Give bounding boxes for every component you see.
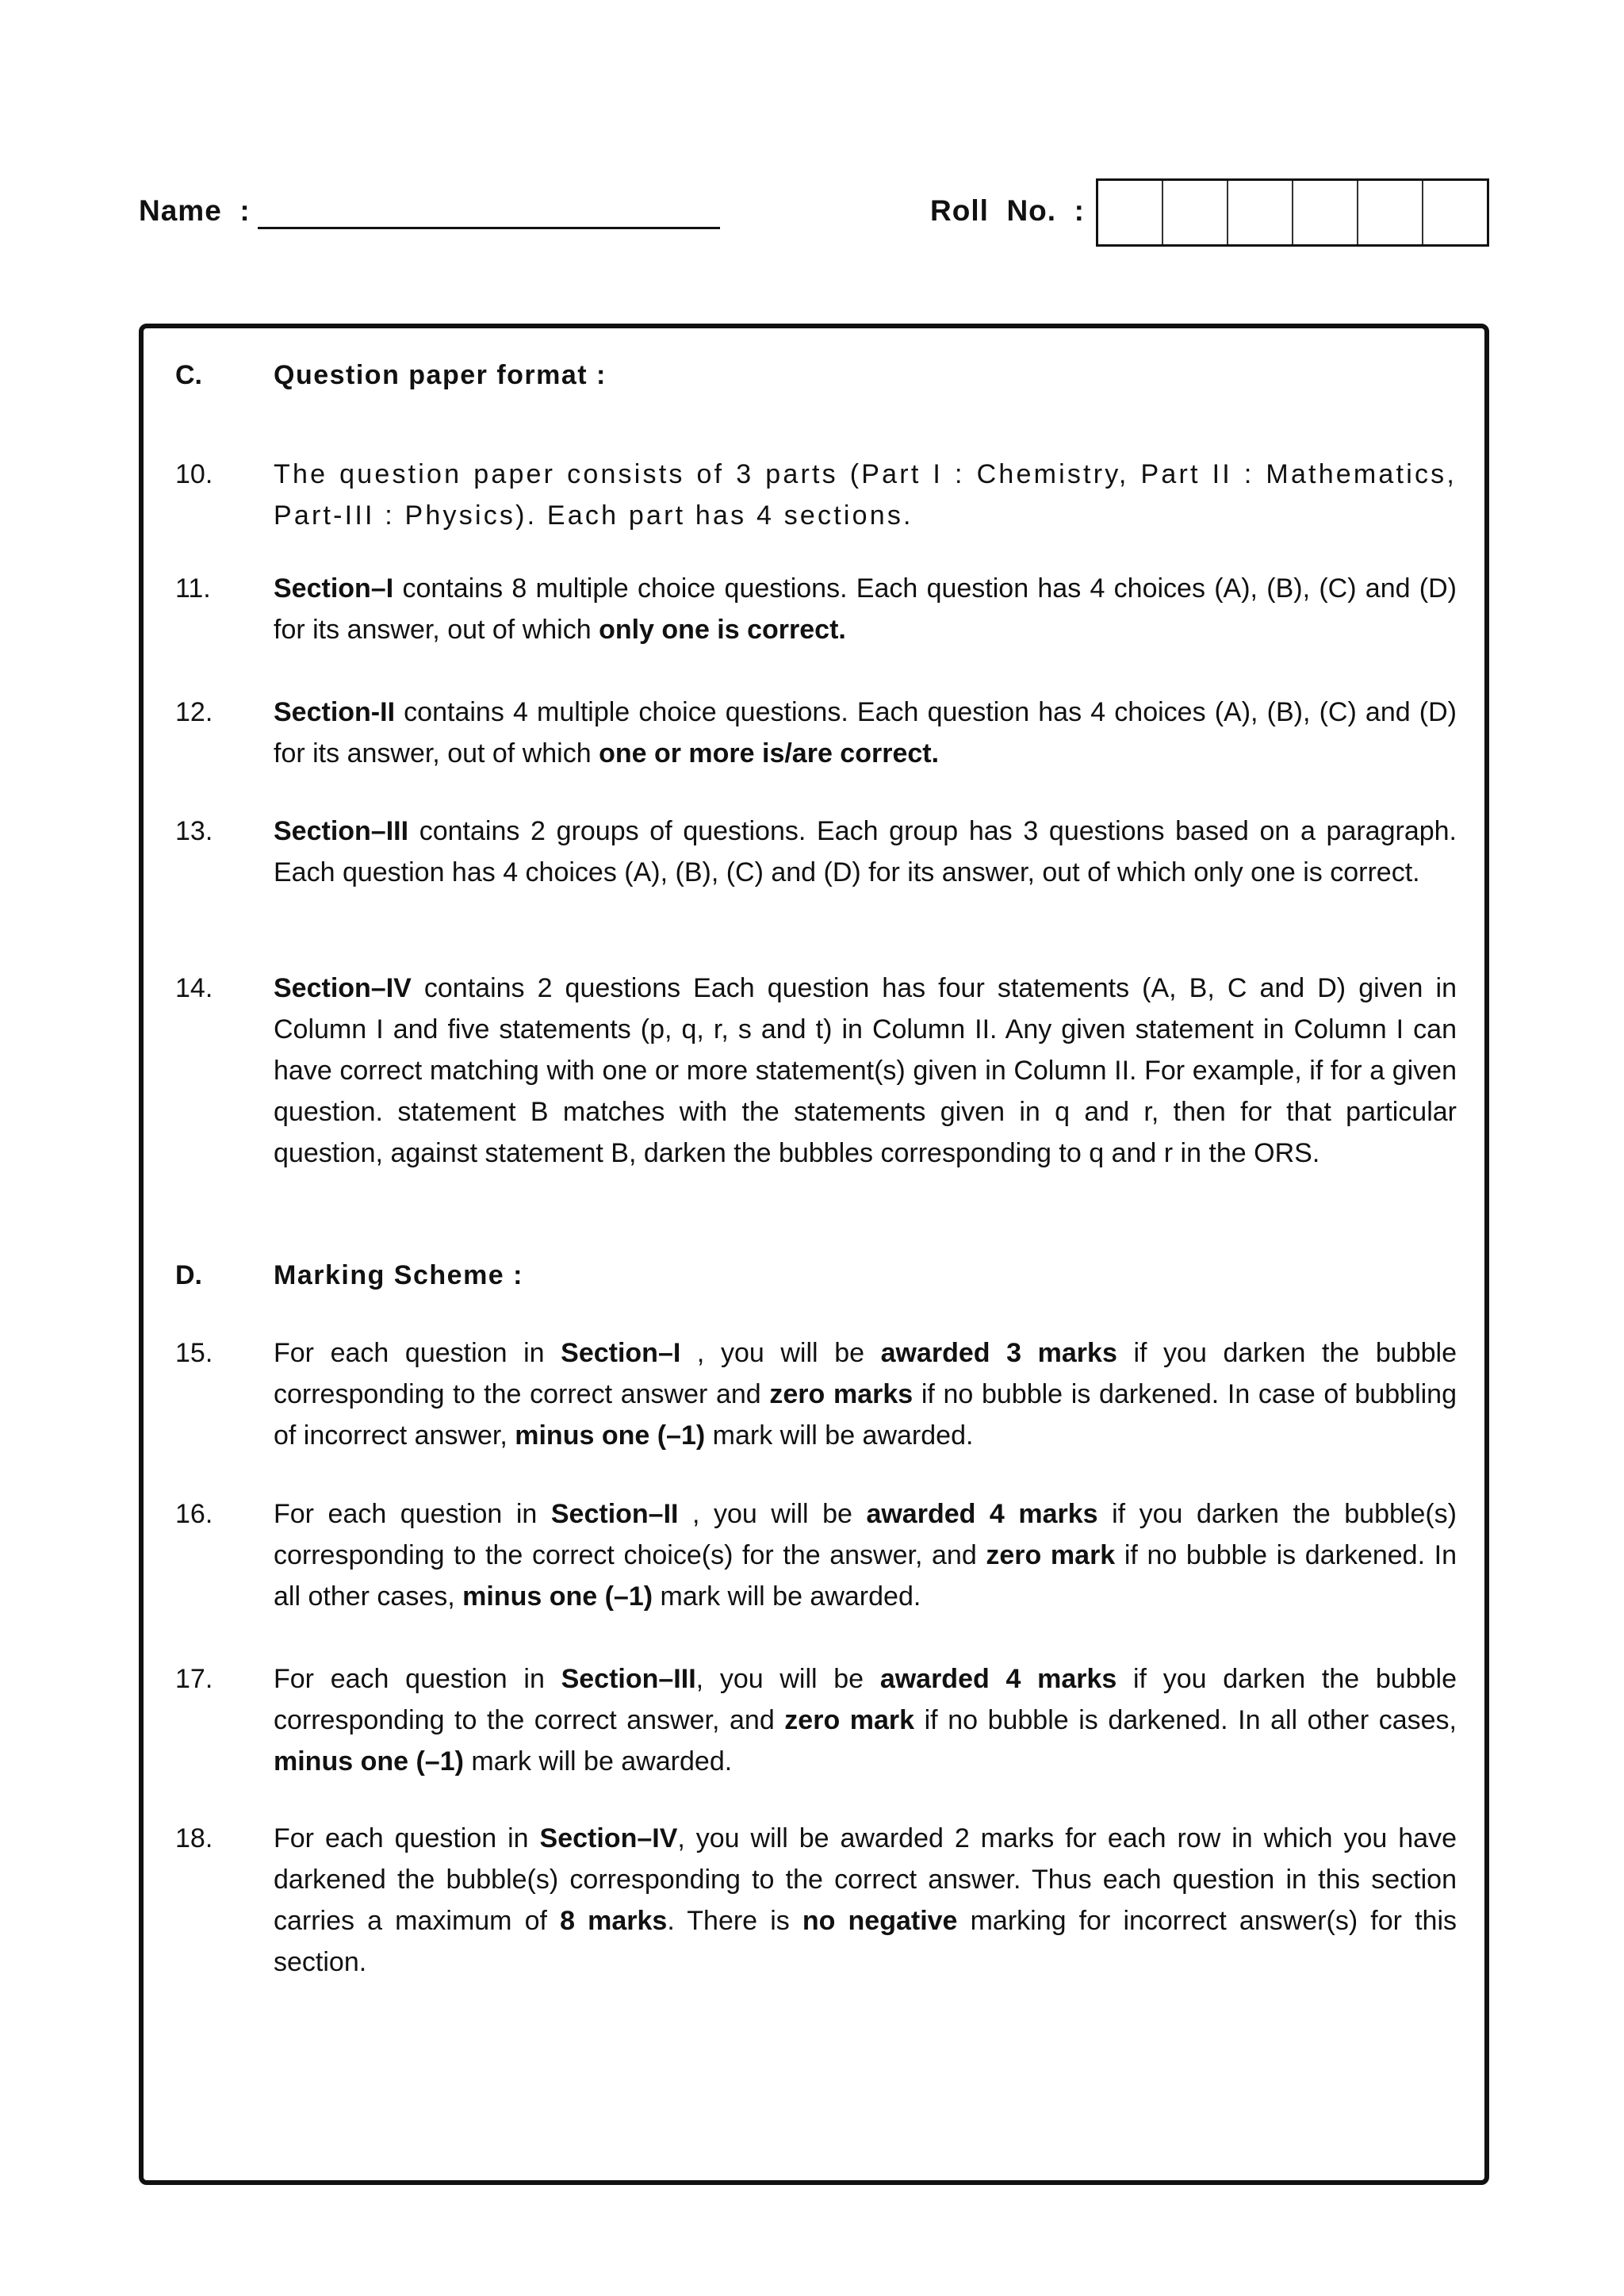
roll-number-box[interactable] — [1098, 181, 1163, 244]
item-number: 10. — [175, 459, 213, 489]
bold-text-run: minus one (–1) — [462, 1581, 653, 1612]
text-run: , you will be — [678, 1499, 867, 1529]
bold-text-run: awarded 4 marks — [866, 1499, 1098, 1529]
text-run: contains 2 questions Each question has four statements (A, B, C and D) given in Column I and five statements (p, q, r, s and t) in Column II. Any given statement in Column I can have correct matching with one or more statement(s) given in Column II. For example, if for a given question. statement B matches with the statements given in q and r, then for that particular question, against statement B, darken the bubbles corresponding to q and r in the ORS. — [274, 973, 1457, 1168]
bold-text-run: 8 marks — [560, 1906, 668, 1936]
text-run: if you darken the bubble corresponding to the correct answer, and — [274, 1664, 1457, 1735]
bold-text-run: only one is correct. — [599, 615, 846, 645]
bold-text-run: minus one (–1) — [515, 1420, 706, 1451]
roll-number-box[interactable] — [1358, 181, 1423, 244]
bold-text-run: awarded 3 marks — [880, 1338, 1117, 1368]
item-number: 18. — [175, 1823, 213, 1853]
text-run: contains 8 multiple choice questions. Each question has 4 choices (A), (B), (C) and (D) for its answer, out of which — [274, 573, 1457, 645]
text-run: , you will be awarded 2 marks for each row in which you have darkened the bubble(s) corresponding to the correct answer. Thus each question in this section carries a maximum of — [274, 1823, 1457, 1936]
text-run: mark will be awarded. — [653, 1581, 921, 1612]
text-run: if no bubble is darkened. In all other cases, — [274, 1540, 1457, 1612]
roll-number-box[interactable] — [1163, 181, 1228, 244]
bold-text-run: no negative — [802, 1906, 958, 1936]
section-title: Marking Scheme : — [274, 1260, 523, 1290]
text-run: . There is — [667, 1906, 802, 1936]
text-run: , you will be — [695, 1664, 880, 1694]
item-text — [274, 1818, 1457, 1983]
text-run: if you darken the bubble(s) corresponding to the correct choice(s) for the answer, and — [274, 1499, 1457, 1570]
text-run: if you darken the bubble corresponding to the correct answer and — [274, 1338, 1457, 1409]
item-number: 16. — [175, 1499, 213, 1529]
section-title: Question paper format : — [274, 360, 607, 390]
text-run: if no bubble is darkened. In all other cases, — [914, 1705, 1457, 1735]
item-number: 14. — [175, 973, 213, 1003]
text-run: For each question in — [274, 1823, 540, 1853]
bold-text-run: one or more is/are correct. — [599, 738, 940, 769]
section-letter: C. — [175, 360, 202, 390]
bold-text-run: Section–IV — [274, 973, 412, 1003]
bold-text-run: zero mark — [784, 1705, 915, 1735]
item-number: 15. — [175, 1338, 213, 1368]
roll-number-box[interactable] — [1228, 181, 1293, 244]
text-run: marking for incorrect answer(s) for this section. — [274, 1906, 1457, 1977]
roll-number-box[interactable] — [1423, 181, 1487, 244]
text-run: For each question in — [274, 1664, 561, 1694]
text-run: contains 2 groups of questions. Each group has 3 questions based on a paragraph. Each question has 4 choices (A), (B), (C) and (D) for its answer, out of which only one is correct. — [274, 816, 1457, 887]
text-run: The question paper consists of 3 parts (Part I : Chemistry, Part II : Mathematics, Part-III : Physics). Each part has 4 sections. — [274, 459, 1457, 531]
bold-text-run: Section–III — [274, 816, 409, 846]
item-text — [274, 454, 1457, 536]
bold-text-run: minus one (–1) — [274, 1746, 464, 1777]
section-letter: D. — [175, 1260, 202, 1290]
text-run: contains 4 multiple choice questions. Each question has 4 choices (A), (B), (C) and (D) for its answer, out of which — [274, 697, 1457, 769]
item-text — [274, 811, 1457, 893]
bold-text-run: Section–I — [561, 1338, 681, 1368]
item-number: 17. — [175, 1664, 213, 1694]
bold-text-run: zero mark — [986, 1540, 1116, 1570]
bold-text-run: Section–IV — [539, 1823, 678, 1853]
roll-number-box[interactable] — [1293, 181, 1358, 244]
bold-text-run: Section–I — [274, 573, 394, 604]
text-run: if no bubble is darkened. In case of bubbling of incorrect answer, — [274, 1379, 1457, 1451]
bold-text-run: Section-II — [274, 697, 396, 727]
bold-text-run: awarded 4 marks — [879, 1664, 1117, 1694]
roll-number-label: Roll No. : — [930, 194, 1085, 227]
item-number: 11. — [175, 573, 211, 604]
name-label: Name : — [139, 194, 251, 227]
text-run: , you will be — [680, 1338, 881, 1368]
name-field[interactable] — [258, 227, 720, 229]
item-text — [274, 1658, 1457, 1782]
text-run: mark will be awarded. — [463, 1746, 733, 1777]
roll-number-boxes — [1096, 178, 1489, 247]
item-number: 12. — [175, 697, 213, 727]
item-text — [274, 1493, 1457, 1617]
item-text — [274, 568, 1457, 650]
bold-text-run: Section–III — [561, 1664, 696, 1694]
item-text — [274, 1332, 1457, 1456]
text-run: For each question in — [274, 1499, 551, 1529]
item-number: 13. — [175, 816, 213, 846]
text-run: mark will be awarded. — [705, 1420, 974, 1451]
candidate-header — [139, 178, 1487, 245]
bold-text-run: zero marks — [769, 1379, 914, 1409]
bold-text-run: Section–II — [550, 1499, 679, 1529]
item-text — [274, 692, 1457, 774]
text-run: For each question in — [274, 1338, 561, 1368]
item-text — [274, 968, 1457, 1174]
